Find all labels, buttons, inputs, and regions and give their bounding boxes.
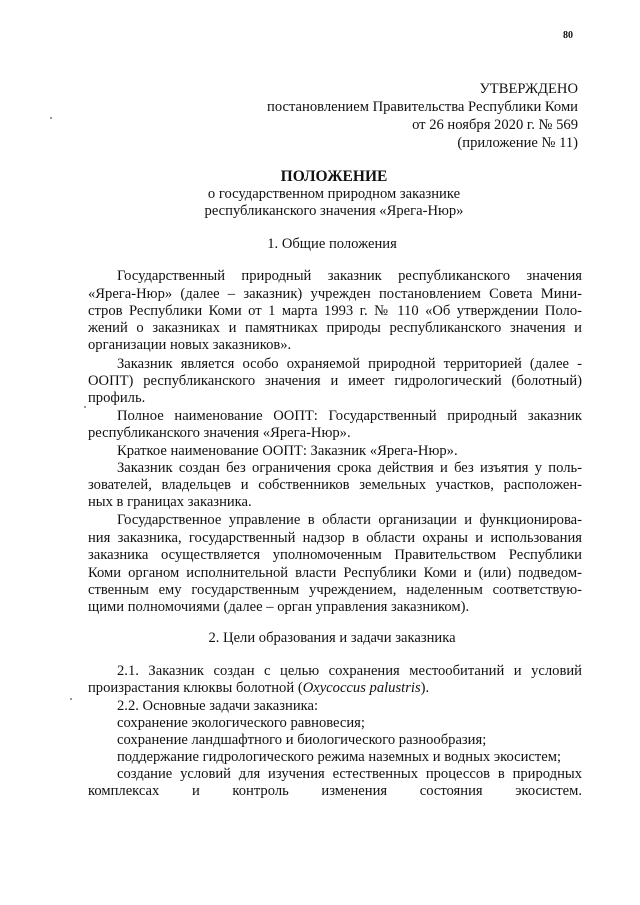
paragraph-line: ния заказника, государственный надзор в области охраны и использования	[88, 530, 582, 546]
approval-appendix: (приложение № 11)	[457, 135, 578, 151]
scan-speck	[70, 698, 72, 700]
page-number: 80	[563, 30, 573, 41]
task-item: сохранение экологического равновесия;	[117, 715, 365, 731]
paragraph-line: организации новых заказников».	[88, 337, 292, 353]
paragraph-line: Краткое наименование ООПТ: Заказник «Ярега-Нюр».	[117, 443, 458, 459]
paragraph-line: профиль.	[88, 390, 146, 406]
approval-stamp-title: УТВЕРЖДЕНО	[479, 81, 578, 97]
approval-issuer: постановлением Правительства Республики Коми	[267, 99, 578, 115]
paragraph-line: заказника осуществляется уполномоченным Правительством Республики	[88, 547, 582, 563]
paragraph-line: зователей, владельцев и собственников земельных участков, расположен-	[88, 477, 582, 493]
paragraph-line: щими полномочиями (далее – орган управления заказником).	[88, 599, 470, 615]
task-item: сохранение ландшафтного и биологического разнообразия;	[117, 732, 487, 748]
paragraph-line: «Ярега-Нюр» (далее – заказник) учрежден постановлением Совета Мини-	[88, 286, 582, 302]
task-item: поддержание гидрологического режима наземных и водных экосистем;	[117, 749, 562, 765]
paragraph-line: Государственное управление в области организации и функционирова-	[117, 512, 582, 528]
section-2-heading: 2. Цели образования и задачи заказника	[208, 630, 456, 646]
paragraph-line: республиканского значения «Ярега-Нюр».	[88, 425, 351, 441]
paragraph-line: Полное наименование ООПТ: Государственный природный заказник	[117, 408, 582, 424]
paragraph-line: ООПТ) республиканского значения и имеет гидрологический (болотный)	[88, 373, 582, 389]
document-subtitle-line2: республиканского значения «Ярега-Нюр»	[204, 203, 464, 219]
scan-speck	[50, 117, 52, 119]
document-title: ПОЛОЖЕНИЕ	[280, 168, 388, 185]
paragraph-line: ственным ему государственным учреждением, наделенным соответствую-	[88, 582, 582, 598]
paragraph-line: ных в границах заказника.	[88, 494, 252, 510]
paragraph-line: Коми органом исполнительной власти Республики Коми и (или) подведом-	[88, 565, 582, 581]
latin-species-name: Oxycoccus palustris	[302, 680, 421, 696]
task-item: создание условий для изучения естественных процессов в природных	[117, 766, 582, 782]
document-subtitle-line1: о государственном природном заказнике	[207, 186, 461, 202]
paragraph-line: Заказник создан без ограничения срока действия и без изъятия у поль-	[117, 460, 582, 476]
approval-date: от 26 ноября 2020 г. № 569	[412, 117, 578, 133]
text-segment: ).	[420, 680, 430, 696]
text-segment: произрастания клюквы болотной (	[88, 680, 303, 696]
task-item: комплексах и контроль изменения состояния экосистем.	[88, 783, 582, 799]
paragraph-line: 2.2. Основные задачи заказника:	[117, 698, 319, 714]
section-1-heading: 1. Общие положения	[267, 236, 397, 252]
paragraph-line: 2.1. Заказник создан с целью сохранения местообитаний и условий	[117, 663, 582, 679]
paragraph-line: стров Республики Коми от 1 марта 1993 г. № 110 «Об утверждении Поло-	[88, 303, 582, 319]
scan-speck	[84, 406, 86, 408]
paragraph-line: Государственный природный заказник республиканского значения	[117, 268, 582, 284]
paragraph-line	[88, 680, 429, 697]
paragraph-line: Заказник является особо охраняемой природной территорией (далее -	[117, 356, 582, 372]
paragraph-line: жений о заказниках и памятниках природы республиканского значения и	[88, 320, 582, 336]
